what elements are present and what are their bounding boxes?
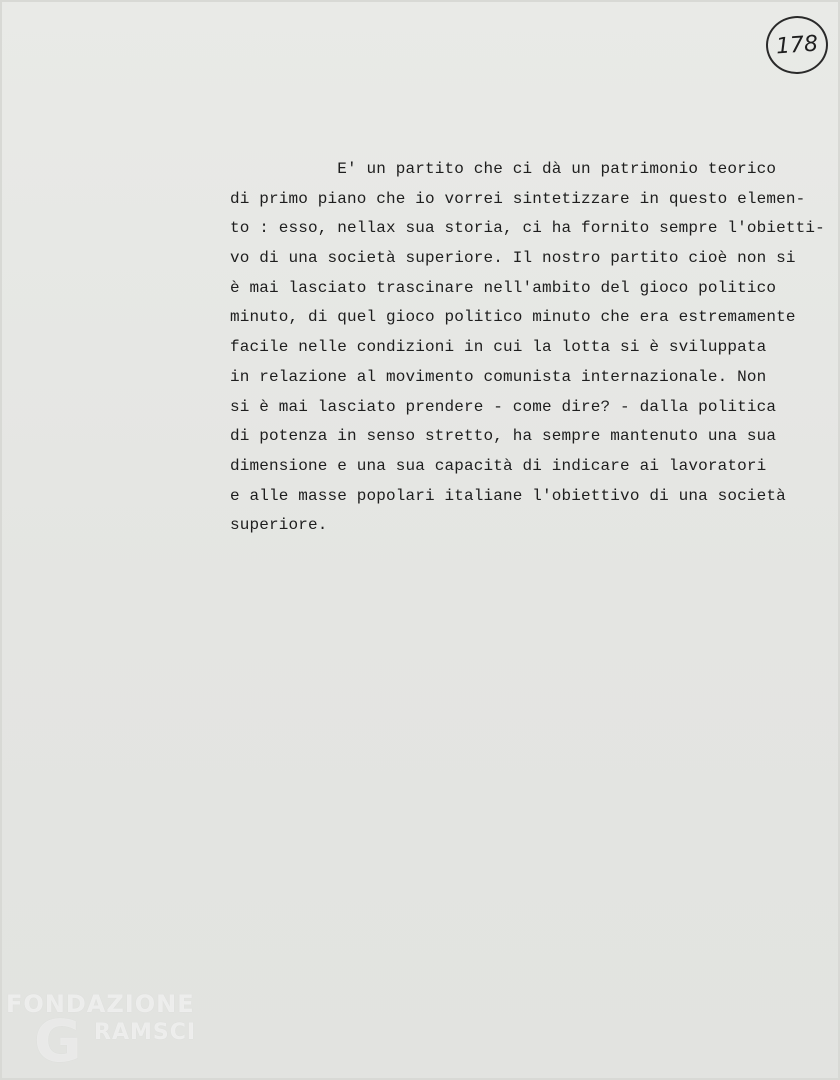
watermark-line-2: RAMSCI: [94, 1020, 197, 1045]
text-line: si è mai lasciato prendere - come dire? - dalla politica: [230, 397, 777, 416]
text-line: vo di una società superiore. Il nostro partito cioè non si: [230, 249, 796, 268]
typed-body-text: [230, 155, 825, 541]
page-number-text: 178: [775, 31, 819, 59]
text-line: E' un partito che ci dà un patrimonio teorico: [230, 160, 777, 178]
text-line: in relazione al movimento comunista internazionale. Non: [230, 367, 767, 386]
fondazione-gramsci-watermark: [6, 990, 206, 1075]
watermark-line-1: FONDAZIONE: [6, 990, 195, 1018]
text-line: e alle masse popolari italiane l'obiettivo di una società: [230, 486, 786, 505]
text-line: di primo piano che io vorrei sintetizzare in questo elemen-: [230, 189, 806, 208]
text-line: di potenza in senso stretto, ha sempre mantenuto una sua: [230, 427, 777, 446]
text-line: facile nelle condizioni in cui la lotta si è sviluppata: [230, 338, 767, 357]
text-line: è mai lasciato trascinare nell'ambito del gioco politico: [230, 278, 777, 297]
text-line: minuto, di quel gioco politico minuto che era estremamente: [230, 308, 796, 327]
text-line: superiore.: [230, 516, 328, 535]
text-line: dimensione e una sua capacità di indicare ai lavoratori: [230, 456, 767, 475]
page-number-stamp: [764, 14, 830, 76]
text-line: to : esso, nellax sua storia, ci ha fornito sempre l'obietti-: [230, 219, 825, 238]
watermark-initial: G: [34, 1007, 82, 1075]
